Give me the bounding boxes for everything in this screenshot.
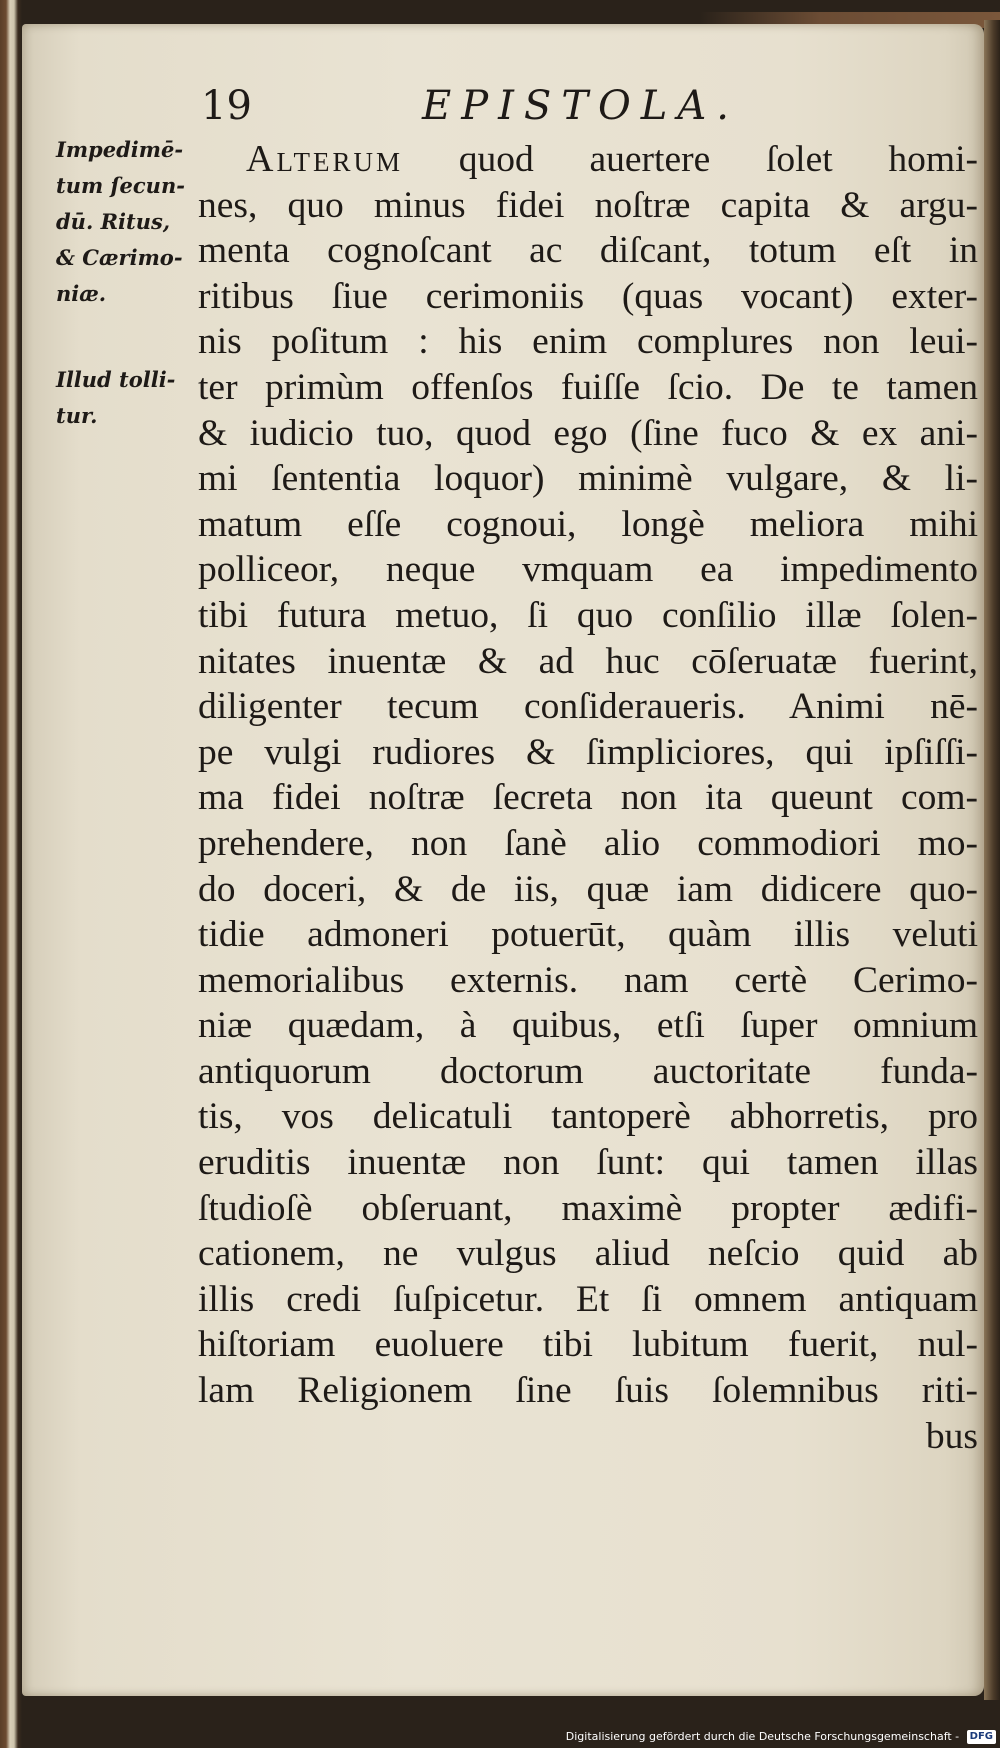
margin-note-line: & Cærimo- — [56, 245, 183, 270]
text-line: nis poſitum : his enim complures non leui- — [198, 321, 978, 363]
text-line: matum eſſe cognoui, longè meliora mihi — [198, 503, 978, 545]
text-line: menta cognoſcant ac diſcant, totum eſt in — [198, 230, 978, 272]
text-line: memorialibus externis. nam certè Cerimo- — [198, 959, 978, 1001]
margin-note-line: Impedimē- — [56, 137, 184, 162]
margin-note-line: Illud tolli- — [56, 367, 176, 392]
text-line: hiſtoriam euoluere tibi lubitum fuerit, nul- — [198, 1324, 978, 1366]
running-head: EPISTOLA. — [422, 83, 739, 129]
digitization-credit — [566, 1730, 996, 1744]
text-line: cationem, ne vulgus aliud neſcio quid ab — [198, 1233, 978, 1275]
text-line: nes, quo minus fidei noſtræ capita & argu- — [198, 184, 978, 226]
text-line: prehendere, non ſanè alio commodiori mo- — [198, 822, 978, 864]
text-line: & iudicio tuo, quod ego (ſine fuco & ex ani- — [198, 412, 978, 454]
text-line: niæ quædam, à quibus, etſi ſuper omnium — [198, 1005, 978, 1047]
text-line: lam Religionem ſine ſuis ſolemnibus riti- — [198, 1370, 978, 1412]
dfg-logo: DFG — [967, 1730, 996, 1744]
catchword: bus — [925, 1415, 978, 1457]
margin-note-line: dū. Ritus, — [56, 209, 171, 234]
text-line: do doceri, & de iis, quæ iam didicere quo- — [198, 868, 978, 910]
margin-note-line: tur. — [56, 403, 98, 428]
text-line: tidie admoneri potuerūt, quàm illis veluti — [198, 914, 978, 956]
text-line: diligenter tecum conſideraueris. Animi nē- — [198, 686, 978, 728]
page-right-edge — [984, 20, 1000, 1700]
text-line: polliceor, neque vmquam ea impedimento — [198, 549, 978, 591]
text-line: ſtudioſè obſeruant, maximè propter ædifi- — [198, 1187, 978, 1229]
text-line: tis, vos delicatuli tantoperè abhorretis, pro — [198, 1096, 978, 1138]
text-line: antiquorum doctorum auctoritate funda- — [198, 1050, 978, 1092]
text-line: illis credi ſuſpicetur. Et ſi omnem antiquam — [198, 1278, 978, 1320]
opening-word: Alterum — [246, 138, 403, 180]
text-line: Alterum quod auertere ſolet homi- — [246, 138, 978, 180]
text-line: tibi futura metuo, ſi quo conſilio illæ ſolen- — [198, 594, 978, 636]
book-page — [22, 24, 984, 1696]
text-line: ritibus ſiue cerimoniis (quas vocant) exter- — [198, 275, 978, 317]
credit-text: Digitalisierung gefördert durch die Deutsche Forschungsgemeinschaft - — [565, 1730, 960, 1743]
margin-note-line: niæ. — [56, 281, 107, 306]
page-number: 19 — [201, 83, 252, 129]
text-line: ma fidei noſtræ ſecreta non ita queunt com- — [198, 777, 978, 819]
margin-note-line: tum ſecun- — [56, 173, 185, 198]
text-line: eruditis inuentæ non ſunt: qui tamen illas — [198, 1142, 978, 1184]
body-text — [198, 137, 978, 1459]
text-line: mi ſententia loquor) minimè vulgare, & li- — [198, 458, 978, 500]
text-line: pe vulgi rudiores & ſimpliciores, qui ipſiſſi- — [198, 731, 978, 773]
text-line: ter primùm offenſos fuiſſe ſcio. De te tamen — [198, 366, 978, 408]
text-line: nitates inuentæ & ad huc cōſeruatæ fuerint, — [198, 640, 978, 682]
